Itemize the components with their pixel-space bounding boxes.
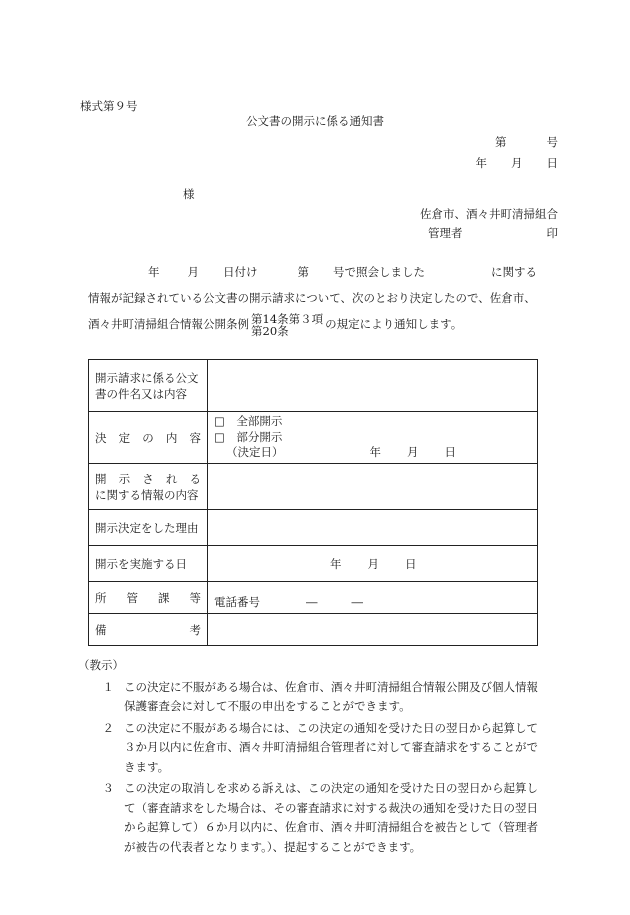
number-dai: 第 (495, 135, 507, 149)
document-number-line (495, 136, 558, 150)
instruction-notes (78, 656, 564, 857)
note-item-2 (84, 719, 564, 778)
subject-label (89, 360, 208, 412)
body-line-2: 情報が記録されている公文書の開示請求について、次のとおり決定したので、佐倉市、 (88, 291, 536, 305)
note-text: この決定の取消しを求める訴えは、この決定の通知を受けた日の翌日から起算して（審査請求をした場合は、その審査請求に対する裁決の通知を受けた日の翌日から起算して）６か月以内に、佐倉市、酒々井町清掃組合を被告として（管理者が被告の代表者となります。）、提起することができます。 (124, 781, 538, 854)
disclosed-info-value (208, 464, 538, 510)
ordinance-name: 酒々井町清掃組合情報公開条例 (88, 317, 249, 332)
table-row-implementation-date (89, 546, 538, 582)
option-partial-disclosure[interactable]: □ 部分開示 (214, 429, 283, 444)
ref-month: 月 (187, 265, 199, 279)
table-row-reason (89, 510, 538, 546)
reason-value (208, 510, 538, 546)
subject-label-line1: 開示請求に係る公文 (95, 370, 199, 385)
remarks-value (208, 614, 538, 646)
notes-heading: （教示） (78, 658, 124, 672)
decision-year: 年 (369, 445, 381, 460)
reason-label: 開示決定をした理由 (89, 510, 208, 546)
table-row-decision (89, 412, 538, 464)
ref-date-suffix: 日付け (223, 265, 258, 279)
note-number: ３ (102, 781, 114, 796)
ordinance-suffix: の規定により通知します。 (325, 317, 463, 332)
addressee-suffix: 様 (183, 187, 195, 201)
ref-inquiry: 号で照会しました (333, 265, 425, 279)
subject-value (208, 360, 538, 412)
article-20: 第20条 (251, 324, 289, 339)
issue-date-line (476, 157, 559, 171)
issue-year: 年 (475, 156, 487, 170)
phone-dash-2: ― (351, 595, 363, 609)
note-text: この決定に不服がある場合は、佐倉市、酒々井町清掃組合情報公開及び個人情報保護審査会に対して不服の申出をすることができます。 (124, 679, 538, 714)
implementation-date-value (208, 546, 538, 582)
decision-day: 日 (444, 445, 456, 460)
department-value (208, 582, 538, 614)
issue-day: 日 (546, 156, 558, 170)
manager-title: 管理者 (428, 226, 463, 240)
table-row-remarks (89, 614, 538, 646)
decision-label-text: 決 定 の 内 容 (95, 430, 201, 445)
option-full-disclosure[interactable]: □ 全部開示 (214, 414, 283, 429)
body-line-3 (88, 313, 462, 337)
table-row-disclosed-info (89, 464, 538, 510)
table-row-subject (89, 360, 538, 412)
subject-label-line2: 書の件名又は内容 (95, 386, 187, 401)
disclosed-info-label-b: に関する情報の内容 (95, 487, 199, 502)
impl-day: 日 (405, 556, 417, 571)
note-text: この決定に不服がある場合には、この決定の通知を受けた日の翌日から起算して３か月以内に佐倉市、酒々井町清掃組合管理者に対して審査請求をすることができます。 (124, 720, 538, 774)
issuer-manager-line (428, 227, 558, 241)
decision-date-line (214, 445, 531, 461)
form-number: 様式第９号 (80, 99, 138, 113)
ref-year: 年 (148, 265, 160, 279)
phone-label: 電話番号 (214, 595, 260, 609)
document-title: 公文書の開示に係る通知書 (246, 114, 384, 128)
impl-month: 月 (367, 556, 379, 571)
disclosed-info-label-a: 開 示 さ れ る (95, 471, 201, 486)
note-item-3 (84, 779, 564, 857)
note-item-1 (84, 678, 564, 717)
number-go: 号 (546, 135, 558, 149)
remarks-label-text: 備 考 (95, 622, 201, 637)
note-number: ２ (102, 720, 114, 735)
table-row-department (89, 582, 538, 614)
decision-date-label: （決定日） (226, 445, 284, 460)
department-label (89, 582, 208, 614)
implementation-date-label: 開示を実施する日 (89, 546, 208, 582)
reference-line (148, 266, 537, 280)
notification-table (88, 359, 538, 646)
department-label-text: 所 管 課 等 (95, 590, 201, 605)
note-number: １ (102, 679, 114, 694)
remarks-label (89, 614, 208, 646)
impl-year: 年 (330, 556, 342, 571)
disclosed-info-label (89, 464, 208, 510)
seal-mark: 印 (546, 226, 558, 240)
ref-about: に関する (491, 265, 537, 279)
article-stack (251, 313, 323, 337)
ref-dai: 第 (297, 265, 309, 279)
article-14-3: 第14条第３項 (251, 312, 324, 326)
decision-month: 月 (407, 445, 419, 460)
issuer-organization: 佐倉市、酒々井町清掃組合 (420, 207, 558, 221)
issue-month: 月 (511, 156, 523, 170)
phone-dash-1: ― (306, 595, 318, 609)
decision-value (208, 412, 538, 464)
decision-label (89, 412, 208, 464)
